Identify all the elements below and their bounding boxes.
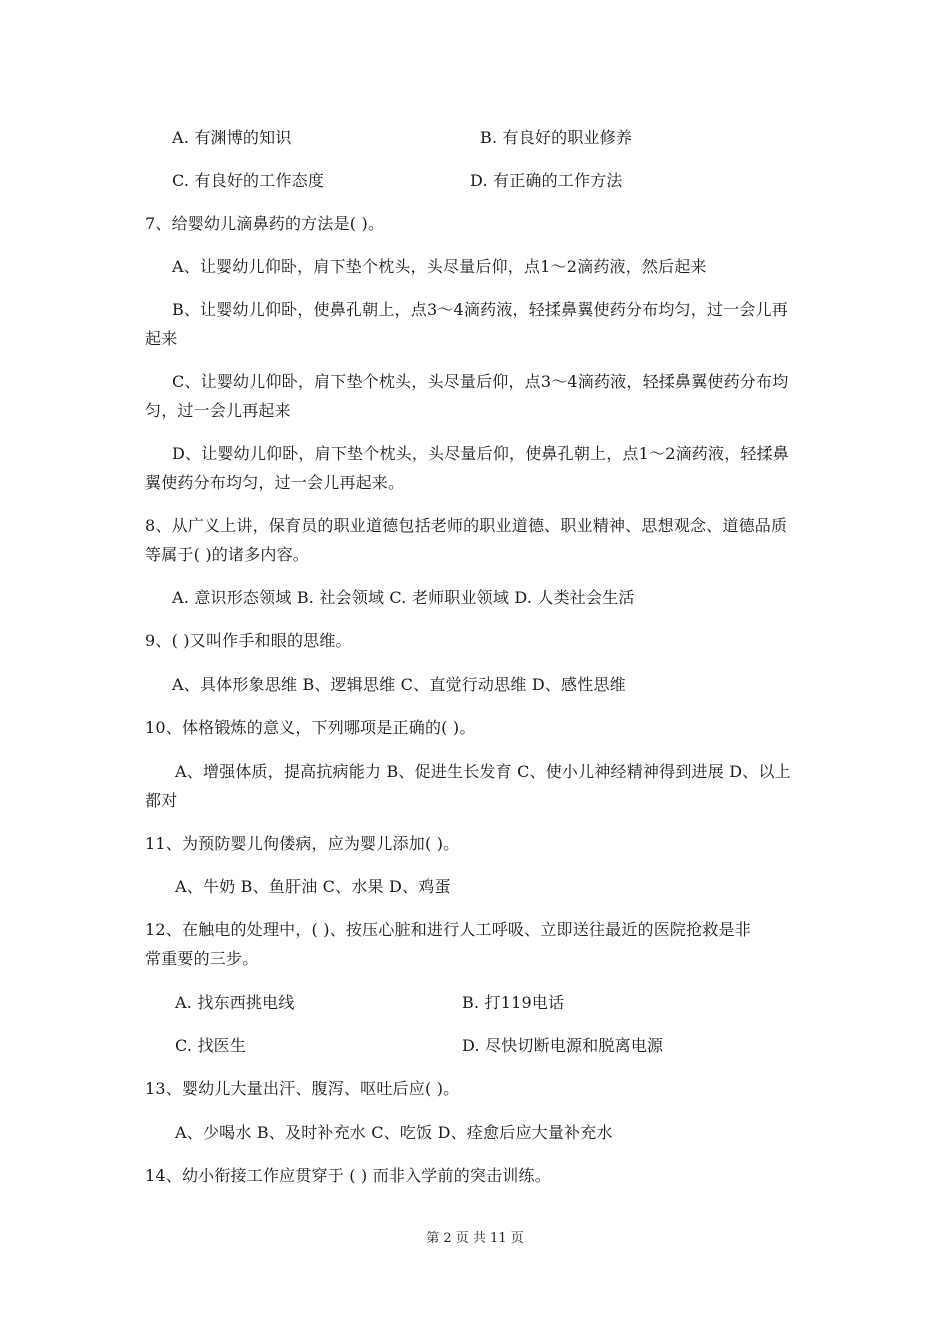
q14-stem: 14、幼小衔接工作应贯穿于 ( ) 而非入学前的突击训练。: [145, 1166, 551, 1185]
q9-options: A、具体形象思维 B、逻辑思维 C、直觉行动思维 D、感性思维: [172, 675, 626, 694]
q7-option-b-line1: B、让婴幼儿仰卧，使鼻孔朝上，点3～4滴药液，轻揉鼻翼使药分布均匀，过一会儿再: [172, 300, 788, 319]
q6-option-b: B. 有良好的职业修养: [480, 128, 633, 147]
q12-option-d: D. 尽快切断电源和脱离电源: [462, 1036, 664, 1055]
q9-stem: 9、( )又叫作手和眼的思维。: [145, 631, 352, 650]
q8-options: A. 意识形态领域 B. 社会领域 C. 老师职业领域 D. 人类社会生活: [172, 588, 635, 607]
q10-options-line2: 都对: [145, 791, 178, 810]
q7-option-c-line2: 匀，过一会儿再起来: [145, 401, 291, 420]
q8-stem-line2: 等属于( )的诸多内容。: [145, 545, 309, 564]
q7-option-a: A、让婴幼儿仰卧，肩下垫个枕头，头尽量后仰，点1～2滴药液，然后起来: [172, 257, 707, 276]
q6-option-d: D. 有正确的工作方法: [470, 171, 623, 190]
q12-stem-line2: 常重要的三步。: [145, 949, 259, 968]
q12-option-b: B. 打119电话: [462, 993, 565, 1012]
q10-options-line1: A、增强体质，提高抗病能力 B、促进生长发育 C、使小儿神经精神得到进展 D、以上: [175, 762, 791, 781]
q12-option-c: C. 找医生: [175, 1036, 247, 1055]
q13-stem: 13、婴幼儿大量出汗、腹泻、呕吐后应( )。: [145, 1079, 460, 1098]
q8-stem-line1: 8、从广义上讲，保育员的职业道德包括老师的职业道德、职业精神、思想观念、道德品质: [145, 516, 788, 535]
q7-option-d-line2: 翼使药分布均匀，过一会儿再起来。: [145, 473, 405, 492]
q7-stem: 7、给婴幼儿滴鼻药的方法是( )。: [145, 214, 385, 233]
q6-option-a: A. 有渊博的知识: [172, 128, 292, 147]
q7-option-d-line1: D、让婴幼儿仰卧，肩下垫个枕头，头尽量后仰，使鼻孔朝上，点1～2滴药液，轻揉鼻: [172, 444, 789, 463]
q12-option-a: A. 找东西挑电线: [175, 993, 295, 1012]
q12-stem-line1: 12、在触电的处理中，( )、按压心脏和进行人工呼吸、立即送往最近的医院抢救是非: [145, 920, 751, 939]
q11-options: A、牛奶 B、鱼肝油 C、水果 D、鸡蛋: [175, 877, 451, 896]
page-footer: 第 2 页 共 11 页: [426, 1231, 524, 1246]
q7-option-b-line2: 起来: [145, 329, 178, 348]
q10-stem: 10、体格锻炼的意义，下列哪项是正确的( )。: [145, 718, 476, 737]
q6-option-c: C. 有良好的工作态度: [172, 171, 325, 190]
q13-options: A、少喝水 B、及时补充水 C、吃饭 D、痊愈后应大量补充水: [175, 1123, 613, 1142]
q7-option-c-line1: C、让婴幼儿仰卧，肩下垫个枕头，头尽量后仰，点3～4滴药液，轻揉鼻翼使药分布均: [172, 372, 789, 391]
q11-stem: 11、为预防婴儿佝偻病，应为婴儿添加( )。: [145, 834, 460, 853]
